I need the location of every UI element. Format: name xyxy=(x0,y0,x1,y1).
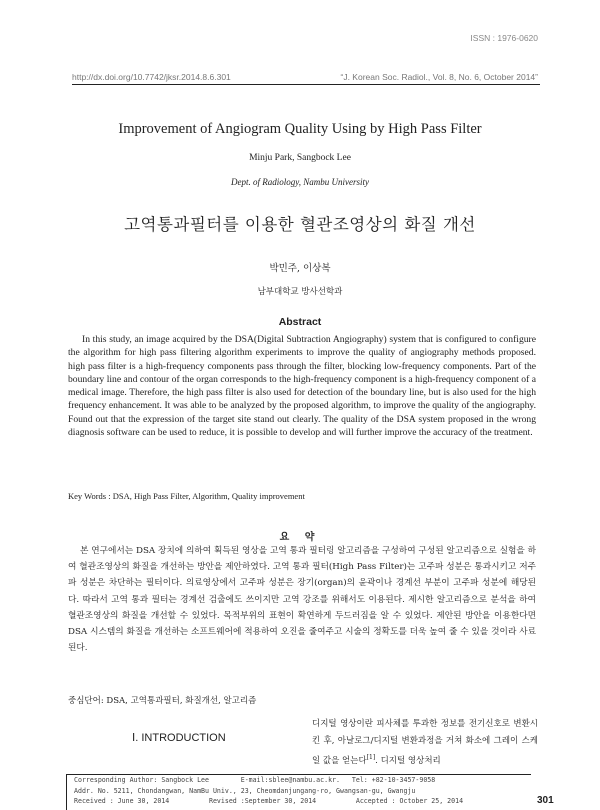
title-korean: 고역통과필터를 이용한 혈관조영상의 화질 개선 xyxy=(124,215,476,234)
footer-corresponding-author: Corresponding Author: Sangbock Lee E-mail:sblee@nambu.ac.kr. Tel: +82-10-3457-9058 xyxy=(74,776,436,784)
journal-reference: “J. Korean Soc. Radiol., Vol. 8, No. 6, October 2014” xyxy=(340,72,538,82)
authors-english: Minju Park, Sangbock Lee xyxy=(249,153,351,163)
title-english: Improvement of Angiogram Quality Using by High Pass Filter xyxy=(118,121,482,137)
keywords-english: Key Words : DSA, High Pass Filter, Algorithm, Quality improvement xyxy=(68,491,305,501)
footer-dates: Received : June 30, 2014 Revised :September 30, 2014 Accepted : October 25, 2014 xyxy=(74,797,464,805)
summary-body: 본 연구에서는 DSA 장치에 의하여 획득된 영상을 고역 통과 필터링 알고리즘을 구성하여 구성된 알고리즘으로 실험을 하여 혈관조영상의 화질을 개선하는 방안을 제안하였다. 고역 통과 필터(High Pass Filter)는 고주파 성분은 통과시키고 저주파 성분은 차단하는 필터이다. 의료영상에서 고주파 성분은 장기(organ)의 윤곽이나 경계선 부분이 고주파 성분에 해당된다. 따라서 고역 통과 필터는 경계선 검출에도 쓰이지만 고역 강조를 위해서도 이용된다. 제시한 알고리즘으로 분석을 하여 혈관조영상의 화질을 개선할 수 있었다. 목적부위의 표현이 확연하게 두드러짐을 알 수 있었다. 제안된 방안을 이용한다면 DSA 시스템의 화질을 개선하는 소프트웨어에 적용하여 오진을 줄여주고 시술의 정확도를 더욱 높여 줄 수 있을 것이라 사료된다. xyxy=(68,546,536,654)
introduction-text xyxy=(312,716,538,769)
citation-ref[interactable]: [1] xyxy=(366,753,376,761)
keywords-korean: 중심단어: DSA, 고역통과필터, 화질개선, 알고리즘 xyxy=(68,696,257,706)
affiliation-english: Dept. of Radiology, Nambu University xyxy=(231,177,369,187)
abstract-heading: Abstract xyxy=(278,316,322,328)
authors-korean: 박민주, 이상복 xyxy=(269,263,331,274)
introduction-text-part1: 디지털 영상이란 피사체를 투과한 정보를 전기신호로 변환시킨 후, 아날로그/디지털 변환과정을 거쳐 화소에 그레이 스케일 값을 얻는다 xyxy=(312,719,538,766)
abstract-body: In this study, an image acquired by the DSA(Digital Subtraction Angiography) system that is configured to configure the algorithm for high pass filtering algorithm experiments to improve the quality of angiography methods proposed. high pass filter is a high-frequency components pass through the filter, blocking low-frequency components. Part of the boundary line and contour of the organ corresponds to the high-frequency component is a high-frequency component of a medical image. Therefore, the high pass filter is also used for detection of the boundary line, but is also used for the high frequency enhancement. It was able to be analyzed by the proposed algorithm, to improve the quality of the angiography. Found out that the expression of the target site stand out clearly. The quality of the DSA system proposed in the wrong diagnosis software can be used to reduce, it is possible to develop and will further improve the accuracy of the treatment. xyxy=(68,334,536,439)
doi-link[interactable]: http://dx.doi.org/10.7742/jksr.2014.8.6.301 xyxy=(72,72,231,82)
introduction-text-part2: . 디지털 영상처리 xyxy=(375,755,441,766)
summary-heading: 요 약 xyxy=(279,532,321,543)
footer-address: Addr. No. 5211, Chondangwan, NamBu Univ., 23, Cheomdanjungang-ro, Gwangsan-gu, Gwangju xyxy=(74,787,416,795)
header-rule xyxy=(72,84,540,85)
issn: ISSN : 1976-0620 xyxy=(470,33,538,43)
affiliation-korean: 남부대학교 방사선학과 xyxy=(257,287,343,297)
page-number: 301 xyxy=(537,795,554,806)
section-heading-introduction: Ⅰ. INTRODUCTION xyxy=(132,732,226,744)
